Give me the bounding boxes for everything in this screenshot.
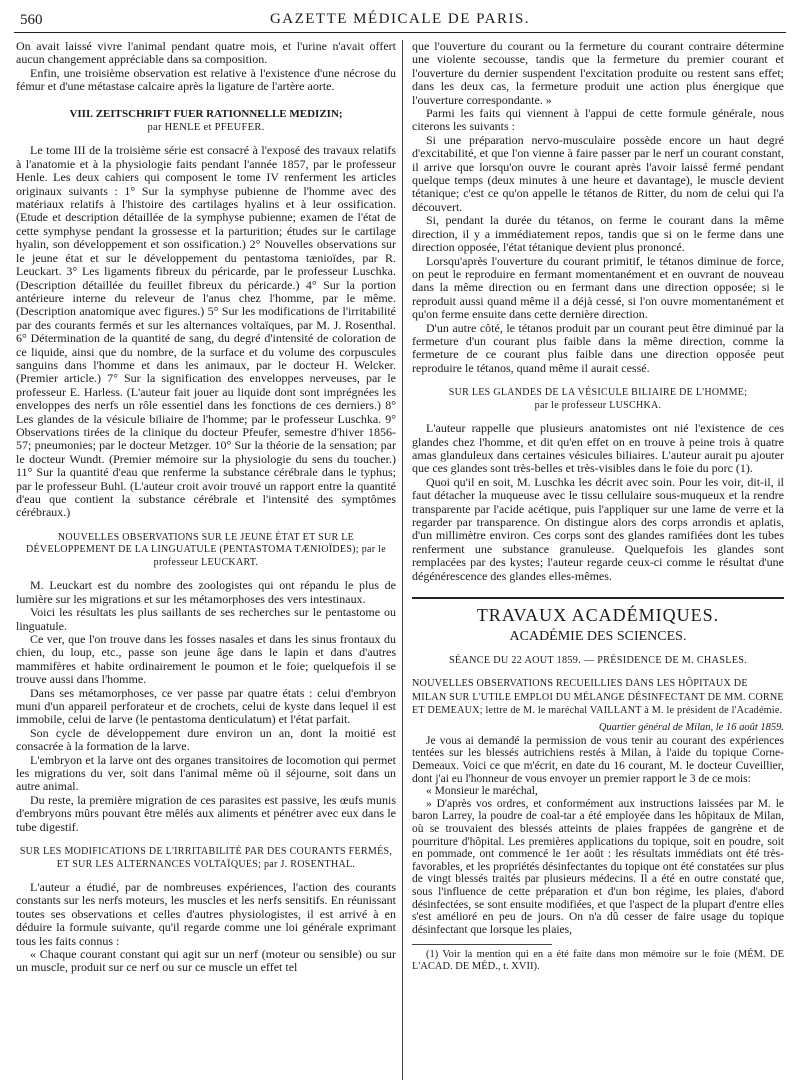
paragraph: Quoi qu'il en soit, M. Luschka les décrit avec soin. Pour les voir, dit-il, il faut détacher la muqueuse avec le tissu cellulaire sous-muqueux et la rendre transparente par l'acide acétique, puis l'appliquer sur une lame de verre et la regarder par transparence. On distingue alors des corps arrondis et aplatis, d'un millimètre environ. Ces corps sont des glandes ramifiées dont les tubes renferment une substance granuleuse. Quelquefois les glandes sont remplacées par des kystes; l'auteur regarde ceux-ci comme le résultat d'une dégénérescence des glandes elles-mêmes. — [412, 474, 784, 583]
section-heading — [16, 108, 396, 135]
paragraph: Son cycle de développement dure environ un an, dont la moitié est consacrée à la formation de la larve. — [16, 725, 396, 754]
paragraph: Dans ses métamorphoses, ce ver passe par quatre états : celui d'embryon muni d'un appareil perforateur et de crochets, celui de kyste dans lequel il est immobile, celui de larve (le pentastoma denticulatum) et l'état parfait. — [16, 685, 396, 727]
right-column — [412, 40, 784, 973]
paragraph: Du reste, la première migration de ces parasites est passive, les œufs munis d'embryons mûrs pouvant être mêlés aux aliments et pénétrer avec eux dans le tube digestif. — [16, 792, 396, 834]
section-title: VIII. ZEITSCHRIFT FUER RATIONNELLE MEDIZIN; — [69, 107, 343, 120]
paragraph: Enfin, une troisième observation est relative à l'existence d'une nécrose du fémur et d'une métastase calcaire après la ligature de l'artère aorte. — [16, 65, 396, 94]
paragraph: Si une préparation nervo-musculaire possède encore un haut degré d'excitabilité, et que l'on vienne à faire passer par le nerf un courant constant, il arrive que lorsqu'on ouvre le courant après l'avoir laissé fermé pendant quelque temps (deux minutes à une heure et davantage), le muscle devient tétanique; c'est ce qu'on appelle le tétanos de Ritter, du nom de celui qui l'a découvert. — [412, 132, 784, 214]
footnote: (1) Voir la mention qui en a été faite dans mon mémoire sur le foie (MÉM. DE L'ACAD. DE MÉD., t. XVII). — [412, 949, 784, 973]
session-heading: SÉANCE DU 22 AOUT 1859. — PRÉSIDENCE DE M. CHASLES. — [448, 654, 748, 666]
paragraph: Je vous ai demandé la permission de vous tenir au courant des expériences tentées sur les blessés autrichiens restés à Milan, à l'aide du topique Corne-Demeaux. Voici ce que m'écrit, en date du 16 courant, M. le docteur Cuveillier, dont j'ai eu l'honneur de vous envoyer un premier rapport le 3 de ce mois: — [412, 734, 784, 785]
section-authors: par HENLE et PFEUFER. — [147, 122, 265, 134]
paragraph: Lorsqu'après l'ouverture du courant primitif, le tétanos diminue de force, on peut le reproduire en fermant momentanément et en ouvrant de nouveau dans la même direction ou en fermant dans une direction opposée; si le reproduit aussi quand même il a déjà cessé, si l'on ouvre momentanément et qu'on ferme ensuite dans cette dernière direction. — [412, 253, 784, 322]
paragraph: L'auteur a étudié, par de nombreuses expériences, l'action des courants constants sur les nerfs moteurs, les muscles et les nerfs sensitifs. En réunissant toutes ses observations et celles d'autres physiologistes, il est arrivé à en déduire la formule suivante, qu'il regarde comme une loi générale exprimant tous les faits connus : — [16, 880, 396, 948]
paragraph: que l'ouverture du courant ou la fermeture du courant contraire détermine une violente secousse, tandis que la fermeture du premier courant et l'ouverture du dernier suspendent l'excitation produite ou restent sans effet; dans les deux cas, la fermeture produit une action plus énergique que l'ouverture correspondante. » — [412, 39, 784, 107]
footnote-rule — [412, 944, 552, 945]
paragraph: « Monsieur le maréchal, — [426, 785, 538, 798]
column-divider — [402, 40, 403, 1080]
academy-heading: ACADÉMIE DES SCIENCES. — [509, 629, 687, 645]
paragraph: Voici les résultats les plus saillants de ses recherches sur le pentastome ou linguatule. — [16, 605, 396, 633]
article-heading: NOUVELLES OBSERVATIONS RECUEILLIES DANS LES HÔPITAUX DE MILAN SUR L'UTILE EMPLOI DU MÉLANGE DÉSINFECTANT DE MM. CORNE ET DEMEAUX; lettre de M. le maréchal VAILLANT à M. le président de l'Académie. — [412, 678, 784, 717]
page-number: 560 — [20, 12, 43, 28]
subsection-heading: SUR LES MODIFICATIONS DE L'IRRITABILITÉ PAR DES COURANTS FERMÉS, ET SUR LES ALTERNANCES VOLTAÏQUES; par J. ROSENTHAL. — [19, 846, 393, 870]
paragraph: L'auteur rappelle que plusieurs anatomistes ont nié l'existence de ces glandes chez l'homme, et dit qu'en effet on en trouve à peine trois à quatre amas glanduleux dans certaines vésicules biliaires. L'auteur aurait pu ajouter que ces glandes sont très-belles et très-visibles dans le foie du porc (1). — [412, 421, 784, 476]
journal-title: GAZETTE MÉDICALE DE PARIS. — [269, 11, 531, 27]
paragraph: Si, pendant la durée du tétanos, on ferme le courant dans la même direction, il y a immédiatement repos, tandis que si on le ferme dans une direction opposée, l'état tétanique devient plus prononcé. — [412, 213, 784, 255]
page-header — [14, 2, 786, 33]
subsection-title: SUR LES GLANDES DE LA VÉSICULE BILIAIRE DE L'HOMME; — [448, 387, 748, 399]
dateline: Quartier général de Milan, le 16 août 1859. — [598, 722, 784, 734]
paragraph: M. Leuckart est du nombre des zoologistes qui ont répandu le plus de lumière sur les migrations et sur les métamorphoses des vers intestinaux. — [16, 578, 396, 606]
paragraph: On avait laissé vivre l'animal pendant quatre mois, et l'urine n'avait offert aucun changement appréciable dans sa composition. — [16, 39, 396, 67]
subsection-heading: NOUVELLES OBSERVATIONS SUR LE JEUNE ÉTAT ET SUR LE DÉVELOPPEMENT DE LA LINGUATULE (PENTASTOMA TÆNIOÏDES); par le professeur LEUCKART. — [26, 531, 386, 568]
paragraph: « Chaque courant constant qui agit sur un nerf (moteur ou sensible) ou sur un muscle, produit sur ce nerf ou sur ce muscle un effet tel — [16, 947, 396, 975]
subsection-author: par le professeur LUSCHKA. — [534, 399, 662, 411]
paragraph: » D'après vos ordres, et conformément aux instructions laissées par M. le baron Larrey, la poudre de coal-tar a été employée dans les hôpitaux de Milan, où se trouvaient des blessés atteints de plaies frappées de gangrène et de pourriture d'hôpital. Les premières applications du topique, soit en poudre, soit en pommade, ont commencé le 1er août : les résultats immédiats ont été très-favorables, et les propriétés désinfectantes du topique ont été constatées sur plus de vingt blessés traités par plusieurs médecins. Il a été en outre constaté que, sous l'influence de cette préparation et d'un bon régime, les plaies, d'abord désinfectées, se sont ensuite modifiées, et que l'aspect de la plupart d'entre elles s'est amélioré en peu de jours. On n'a dû cesser de faire usage du topique désinfectant que lorsque les plaies, — [412, 797, 784, 936]
left-column — [16, 40, 396, 975]
subsection-heading — [412, 387, 784, 412]
paragraph: Le tome III de la troisième série est consacré à l'exposé des travaux relatifs à l'anatomie et à la physiologie faits pendant l'année 1857, par le professeur Henle. Les deux cahiers qui composent le tome IV renferment les articles originaux suivants : 1° Sur la symphyse pubienne de l'homme avec des matériaux relatifs à l'histoire des cartilages hyalins et à leur ossification. (Etude et description détaillée de la symphyse pubienne; examen de l'état de cette symphyse pendant la grossesse et la parturition; études sur le cartilage hyalin, son développement et son ossification.) 2° Nouvelles observations sur le jeune état et sur le développement du pentastoma tænioïdes, par R. Leuckart. 3° Les ligaments fibreux du péricarde, par le professeur Luschka. (Description détaillée du feuillet fibreux du péricarde.) 4° Sur la portion antérieure interne du releveur de l'anus chez l'homme, par le même. (Description anatomique avec figures.) 5° Sur les modifications de l'irritabilité par des courants fermés et sur les alternances voltaïques, par M. J. Rosenthal. 6° Détermination de la quantité de sang, du degré d'intensité de coloration de ce liquide, ainsi que du nombre, de la surface et du volume des corpuscules sanguins dans l'homme et dans les animaux, par le docteur H. Welcker. (Premier article.) 7° Sur la signification des enveloppes nerveuses, par le professeur E. Harless. (L'auteur fait jouer au liquide dont sont imprégnées les enveloppes des nerfs un rôle essentiel dans les fonctions de ces derniers.) 8° Les glandes de la vésicule biliaire de l'homme; par le professeur Luschka. 9° Observations tirées de la clinique du docteur Pfeufer, semestre d'hiver 1856-57; pneumonies; par le docteur Metzger. 10° Sur la théorie de la sensation; par le docteur Wundt. (Premier mémoire sur la physiologie du sens du toucher.) 11° Sur la quantité d'eau que renferme la substance cérébrale dans le typhus; par le professeur Buhl. (L'auteur croit avoir trouvé un rapport entre la quantité d'eau que contient la substance cérébrale et l'intensité des symptômes cérébraux.) — [16, 143, 396, 520]
paragraph: L'embryon et la larve ont des organes transitoires de locomotion qui permet les migrations du ver, soit dans l'animal même où il séjourne, soit dans un autre animal. — [16, 752, 396, 794]
paragraph: Parmi les faits qui viennent à l'appui de cette formule générale, nous citerons les suivants : — [412, 106, 784, 134]
paragraph: Ce ver, que l'on trouve dans les fosses nasales et dans les sinus frontaux du chien, du loup, etc., passe son jeune âge dans le lapin et dans d'autres mammifères et habite ordinairement le poumon et le foie; quelquefois il se trouve aussi dans l'homme. — [16, 631, 396, 687]
paragraph: D'un autre côté, le tétanos produit par un courant peut être diminué par la fermeture d'un courant plus faible dans la même direction, comme la fermeture de ce courant plus faible dans une direction opposée peut reproduire le tétanos, quand même il aurait cessé. — [412, 320, 784, 375]
section-title-travaux: TRAVAUX ACADÉMIQUES. — [412, 597, 784, 622]
